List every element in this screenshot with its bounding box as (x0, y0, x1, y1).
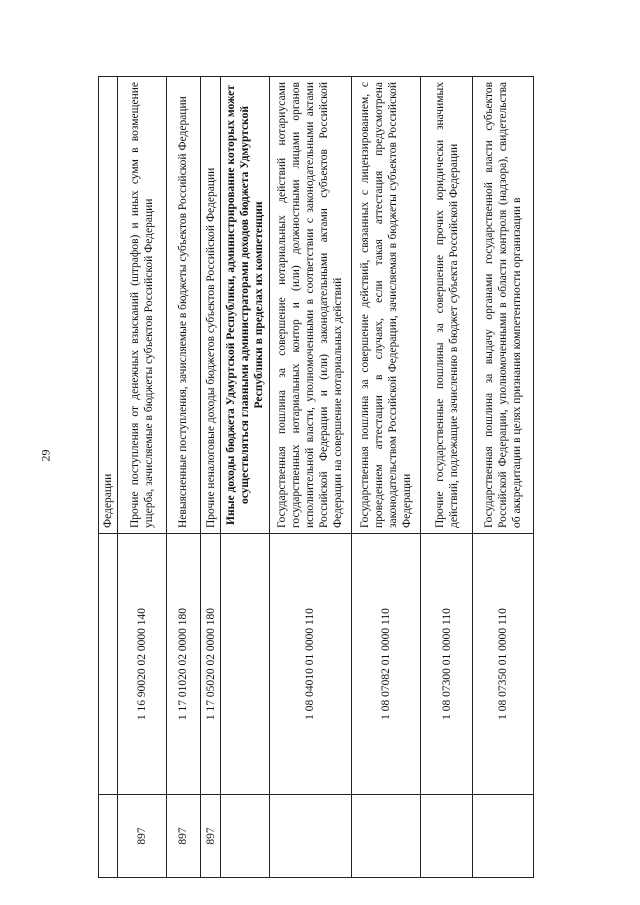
revenue-code-cell: 1 08 04010 01 0000 110 (269, 534, 352, 795)
table-row (269, 77, 352, 878)
revenue-name-cell: Иные доходы бюджета Удмуртской Республики, администрирование которых может осуществляться главными администраторами доходов бюджета Удмуртской Республики в пределах их компетенции (221, 77, 269, 534)
table-row (352, 77, 421, 878)
table-row (200, 77, 220, 878)
admin-code-cell (99, 795, 118, 878)
revenue-name-cell: Прочие государственные пошлины за совершение прочих юридически значимых действий, подлежащие зачислению в бюджет субъекта Российской Федерации (420, 77, 472, 534)
revenue-code-cell: 1 08 07350 01 0000 110 (473, 534, 534, 795)
table-section-heading (221, 77, 269, 878)
revenue-code-cell: 1 17 01020 02 0000 180 (166, 534, 200, 795)
admin-code-cell (420, 795, 472, 878)
revenue-code-cell: 1 16 90020 02 0000 140 (118, 534, 166, 795)
admin-code-cell (221, 795, 269, 878)
table-row (118, 77, 166, 878)
admin-code-cell: 897 (166, 795, 200, 878)
revenue-table (98, 76, 534, 878)
table-row (420, 77, 472, 878)
revenue-code-cell: 1 08 07082 01 0000 110 (352, 534, 421, 795)
table-row (99, 77, 118, 878)
revenue-code-cell (221, 534, 269, 795)
revenue-name-cell: Прочие неналоговые доходы бюджетов субъектов Российской Федерации (200, 77, 220, 534)
admin-code-cell: 897 (118, 795, 166, 878)
revenue-name-cell: Невыясненные поступления, зачисляемые в бюджеты субъектов Российской Федерации (166, 77, 200, 534)
rotated-table-container (98, 76, 534, 878)
revenue-code-cell (99, 534, 118, 795)
admin-code-cell (473, 795, 534, 878)
revenue-name-cell: Прочие поступления от денежных взысканий (штрафов) и иных сумм в возмещение ущерба, зачисляемые в бюджеты субъектов Российской Федерации (118, 77, 166, 534)
page-number: 29 (38, 449, 53, 462)
admin-code-cell (269, 795, 352, 878)
revenue-code-cell: 1 08 07300 01 0000 110 (420, 534, 472, 795)
table-row (473, 77, 534, 878)
admin-code-cell (352, 795, 421, 878)
table-body (99, 77, 534, 878)
revenue-code-cell: 1 17 05020 02 0000 180 (200, 534, 220, 795)
revenue-name-cell: Государственная пошлина за совершение нотариальных действий нотариусами государственных нотариальных контор и (или) должностными лицами органов исполнительной власти, уполномоченными в соответствии с законодательными актами Российской Федерации и (или) законодательными актами субъектов Российской Федерации на совершение нотариальных действий (269, 77, 352, 534)
revenue-name-cell: Государственная пошлина за выдачу органами государственной власти субъектов Российской Федерации, уполномоченными в области контроля (надзора), свидетельства об аккредитации в целях признания компетентности организации в (473, 77, 534, 534)
revenue-name-cell: Федерации (99, 77, 118, 534)
revenue-name-cell: Государственная пошлина за совершение действий, связанных с лицензированием, с проведением аттестации в случаях, если такая аттестация предусмотрена законодательством Российской Федерации, зачисляемая в бюджеты субъектов Российской Федерации (352, 77, 421, 534)
table-row (166, 77, 200, 878)
admin-code-cell: 897 (200, 795, 220, 878)
